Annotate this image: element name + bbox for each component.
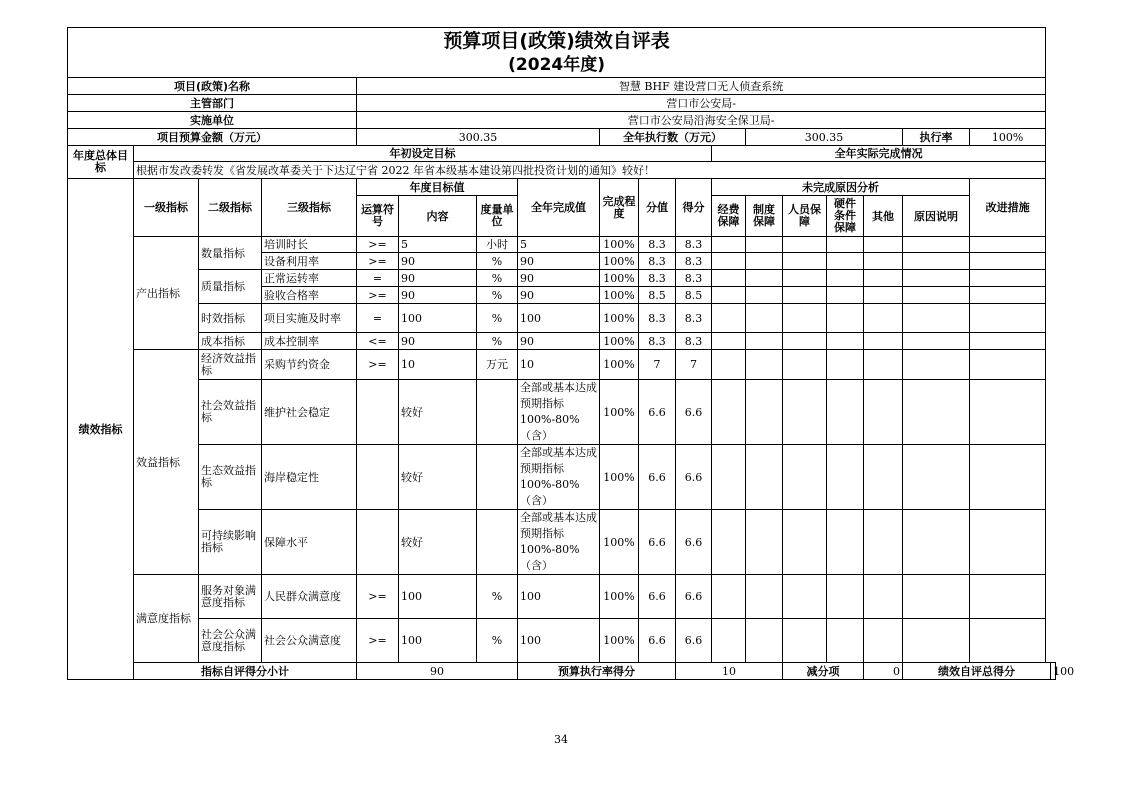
empty-cell xyxy=(712,253,746,270)
empty-cell xyxy=(864,287,903,304)
group-benefit: 效益指标 xyxy=(134,350,199,575)
empty-cell xyxy=(864,380,903,445)
indicator-operator: >= xyxy=(357,253,399,270)
indicator-name: 人民群众满意度 xyxy=(262,575,357,619)
empty-cell xyxy=(827,287,864,304)
indicator-content: 5 xyxy=(399,237,477,253)
empty-cell xyxy=(970,445,1046,510)
empty-cell xyxy=(746,304,783,333)
indicator-name: 保障水平 xyxy=(262,510,357,575)
dept-label: 主管部门 xyxy=(68,95,357,112)
indicator-name: 维护社会稳定 xyxy=(262,380,357,445)
indicator-unit: % xyxy=(477,287,518,304)
total-label: 绩效自评总得分 xyxy=(903,663,1051,680)
indicator-got: 6.6 xyxy=(676,380,712,445)
empty-cell xyxy=(746,619,783,663)
empty-cell xyxy=(783,333,827,350)
subgroup-quality: 质量指标 xyxy=(199,270,262,304)
subgroup-economic: 经济效益指标 xyxy=(199,350,262,380)
empty-cell xyxy=(864,304,903,333)
empty-cell xyxy=(903,304,970,333)
empty-cell xyxy=(827,253,864,270)
indicator-got: 8.3 xyxy=(676,270,712,287)
indicator-content: 100 xyxy=(399,575,477,619)
indicator-name: 项目实施及时率 xyxy=(262,304,357,333)
header-reason-hardware: 硬件条件保障 xyxy=(827,196,864,237)
header-reason-other: 其他 xyxy=(864,196,903,237)
goal-text: 根据市发改委转发《省发展改革委关于下达辽宁省 2022 年省本级基本建设第四批投资计划的通知》较好！ xyxy=(134,162,1046,179)
indicator-content: 90 xyxy=(399,333,477,350)
budget-rate-value: 10 xyxy=(676,663,783,680)
empty-cell xyxy=(827,237,864,253)
empty-cell xyxy=(827,304,864,333)
indicator-got: 6.6 xyxy=(676,445,712,510)
budget-label: 项目预算金额（万元） xyxy=(68,129,357,146)
indicator-got: 8.5 xyxy=(676,287,712,304)
subgroup-quantity: 数量指标 xyxy=(199,237,262,270)
exec-value: 300.35 xyxy=(746,129,903,146)
indicator-actual: 100 xyxy=(518,304,600,333)
table-row xyxy=(68,445,1056,510)
subgroup-ecological: 生态效益指标 xyxy=(199,445,262,510)
table-row xyxy=(68,270,1056,287)
empty-cell xyxy=(903,619,970,663)
header-level1: 一级指标 xyxy=(134,179,199,237)
empty-cell xyxy=(970,350,1046,380)
table-row xyxy=(68,237,1056,253)
empty-cell xyxy=(827,333,864,350)
table-row xyxy=(68,304,1056,333)
empty-cell xyxy=(827,510,864,575)
subgroup-service-object: 服务对象满意度指标 xyxy=(199,575,262,619)
page-number: 34 xyxy=(554,733,568,746)
header-level3: 三级指标 xyxy=(262,179,357,237)
empty-cell xyxy=(970,575,1046,619)
empty-cell xyxy=(864,333,903,350)
empty-cell xyxy=(903,237,970,253)
empty-cell xyxy=(903,510,970,575)
empty-cell xyxy=(970,287,1046,304)
indicator-operator: >= xyxy=(357,350,399,380)
indicator-content: 100 xyxy=(399,304,477,333)
budget-rate-label: 预算执行率得分 xyxy=(518,663,676,680)
empty-cell xyxy=(746,237,783,253)
empty-cell xyxy=(970,619,1046,663)
indicator-unit xyxy=(477,510,518,575)
indicator-unit: % xyxy=(477,619,518,663)
indicator-score: 8.3 xyxy=(639,304,676,333)
empty-cell xyxy=(712,287,746,304)
subgroup-public: 社会公众满意度指标 xyxy=(199,619,262,663)
performance-self-evaluation-table xyxy=(67,27,1075,680)
subtotal-value: 90 xyxy=(357,663,518,680)
empty-cell xyxy=(864,575,903,619)
indicator-name: 正常运转率 xyxy=(262,270,357,287)
empty-cell xyxy=(903,350,970,380)
unit: 营口市公安局沿海安全保卫局- xyxy=(357,112,1046,129)
indicator-rate: 100% xyxy=(600,253,639,270)
empty-cell xyxy=(864,350,903,380)
indicator-name: 采购节约资金 xyxy=(262,350,357,380)
empty-cell xyxy=(783,253,827,270)
empty-cell xyxy=(746,575,783,619)
indicator-operator: = xyxy=(357,270,399,287)
header-level2: 二级指标 xyxy=(199,179,262,237)
indicator-operator: >= xyxy=(357,619,399,663)
header-rate: 完成程度 xyxy=(600,179,639,237)
empty-cell xyxy=(746,253,783,270)
empty-cell xyxy=(903,575,970,619)
empty-cell xyxy=(712,350,746,380)
indicator-name: 社会公众满意度 xyxy=(262,619,357,663)
indicator-got: 6.6 xyxy=(676,575,712,619)
project-name: 智慧 BHF 建设营口无人侦查系统 xyxy=(357,78,1046,95)
subtotal-label: 指标自评得分小计 xyxy=(134,663,357,680)
indicator-score: 6.6 xyxy=(639,445,676,510)
empty-cell xyxy=(712,237,746,253)
project-name-label: 项目(政策)名称 xyxy=(68,78,357,95)
empty-cell xyxy=(864,237,903,253)
indicator-got: 8.3 xyxy=(676,253,712,270)
subgroup-sustainable: 可持续影响指标 xyxy=(199,510,262,575)
empty-cell xyxy=(746,333,783,350)
indicator-actual: 90 xyxy=(518,333,600,350)
group-satisfaction: 满意度指标 xyxy=(134,575,199,663)
empty-cell xyxy=(783,237,827,253)
indicator-operator: >= xyxy=(357,287,399,304)
indicator-unit: % xyxy=(477,304,518,333)
header-reason-explain: 原因说明 xyxy=(903,196,970,237)
indicator-operator: >= xyxy=(357,575,399,619)
indicator-unit xyxy=(477,445,518,510)
indicator-actual: 全部或基本达成预期指标100%-80%（含） xyxy=(518,380,600,445)
empty-cell xyxy=(783,304,827,333)
indicator-unit: % xyxy=(477,253,518,270)
indicator-content: 较好 xyxy=(399,380,477,445)
empty-cell xyxy=(864,619,903,663)
empty-cell xyxy=(712,575,746,619)
empty-cell xyxy=(827,445,864,510)
goal-label: 年度总体目标 xyxy=(68,146,134,179)
indicator-unit: % xyxy=(477,333,518,350)
empty-cell xyxy=(827,350,864,380)
indicator-actual: 90 xyxy=(518,287,600,304)
indicator-score: 6.6 xyxy=(639,575,676,619)
empty-cell xyxy=(970,304,1046,333)
indicator-rate: 100% xyxy=(600,380,639,445)
indicator-content: 较好 xyxy=(399,445,477,510)
empty-cell xyxy=(970,510,1046,575)
header-score: 分值 xyxy=(639,179,676,237)
subgroup-cost: 成本指标 xyxy=(199,333,262,350)
indicator-rate: 100% xyxy=(600,237,639,253)
empty-cell xyxy=(746,510,783,575)
indicator-rate: 100% xyxy=(600,619,639,663)
header-reason-staff: 人员保障 xyxy=(783,196,827,237)
indicator-content: 100 xyxy=(399,619,477,663)
indicator-score: 8.5 xyxy=(639,287,676,304)
header-got: 得分 xyxy=(676,179,712,237)
empty-cell xyxy=(783,510,827,575)
indicator-operator xyxy=(357,510,399,575)
empty-cell xyxy=(864,270,903,287)
indicator-actual: 100 xyxy=(518,619,600,663)
budget-value: 300.35 xyxy=(357,129,600,146)
indicator-operator xyxy=(357,380,399,445)
indicator-content: 90 xyxy=(399,287,477,304)
indicator-rate: 100% xyxy=(600,350,639,380)
empty-cell xyxy=(970,253,1046,270)
indicator-actual: 90 xyxy=(518,270,600,287)
subgroup-social: 社会效益指标 xyxy=(199,380,262,445)
indicator-score: 8.3 xyxy=(639,333,676,350)
empty-cell xyxy=(827,619,864,663)
indicator-unit: 小时 xyxy=(477,237,518,253)
empty-cell xyxy=(746,350,783,380)
empty-cell xyxy=(864,510,903,575)
indicator-unit: % xyxy=(477,270,518,287)
group-output: 产出指标 xyxy=(134,237,199,350)
indicator-score: 7 xyxy=(639,350,676,380)
header-content: 内容 xyxy=(399,196,477,237)
indicator-got: 8.3 xyxy=(676,237,712,253)
indicator-score: 8.3 xyxy=(639,270,676,287)
indicator-name: 设备利用率 xyxy=(262,253,357,270)
deduct-value: 0 xyxy=(864,663,903,680)
indicator-score: 6.6 xyxy=(639,380,676,445)
indicator-operator: = xyxy=(357,304,399,333)
indicator-name: 海岸稳定性 xyxy=(262,445,357,510)
header-reason-fund: 经费保障 xyxy=(712,196,746,237)
indicator-actual: 全部或基本达成预期指标100%-80%（含） xyxy=(518,510,600,575)
empty-cell xyxy=(783,445,827,510)
indicator-score: 8.3 xyxy=(639,253,676,270)
indicator-unit xyxy=(477,380,518,445)
indicator-rate: 100% xyxy=(600,287,639,304)
empty-cell xyxy=(712,270,746,287)
table-row xyxy=(68,350,1056,380)
indicator-content: 90 xyxy=(399,253,477,270)
empty-cell xyxy=(746,380,783,445)
empty-cell xyxy=(783,350,827,380)
indicator-name: 成本控制率 xyxy=(262,333,357,350)
indicator-got: 6.6 xyxy=(676,619,712,663)
indicator-actual: 5 xyxy=(518,237,600,253)
empty-cell xyxy=(864,253,903,270)
indicator-score: 6.6 xyxy=(639,619,676,663)
empty-cell xyxy=(903,287,970,304)
header-operator: 运算符号 xyxy=(357,196,399,237)
empty-cell xyxy=(783,287,827,304)
empty-cell xyxy=(712,333,746,350)
goal-actual-label: 全年实际完成情况 xyxy=(712,146,1046,162)
empty-cell xyxy=(746,445,783,510)
exec-label: 全年执行数（万元） xyxy=(600,129,746,146)
indicator-got: 7 xyxy=(676,350,712,380)
indicator-score: 8.3 xyxy=(639,237,676,253)
header-unit: 度量单位 xyxy=(477,196,518,237)
indicator-operator: <= xyxy=(357,333,399,350)
table-row xyxy=(68,575,1056,619)
empty-cell xyxy=(712,380,746,445)
indicator-operator xyxy=(357,445,399,510)
empty-cell xyxy=(746,270,783,287)
indicator-unit: % xyxy=(477,575,518,619)
empty-cell xyxy=(827,270,864,287)
empty-cell xyxy=(783,575,827,619)
empty-cell xyxy=(712,304,746,333)
empty-cell xyxy=(712,619,746,663)
indicator-content: 90 xyxy=(399,270,477,287)
empty-cell xyxy=(864,445,903,510)
empty-cell xyxy=(903,253,970,270)
empty-cell xyxy=(970,380,1046,445)
header-improve: 改进措施 xyxy=(970,179,1046,237)
empty-cell xyxy=(827,575,864,619)
indicator-operator: >= xyxy=(357,237,399,253)
goal-initial-label: 年初设定目标 xyxy=(134,146,712,162)
table-row xyxy=(68,510,1056,575)
empty-cell xyxy=(746,287,783,304)
empty-cell xyxy=(970,237,1046,253)
dept: 营口市公安局- xyxy=(357,95,1046,112)
header-reason: 未完成原因分析 xyxy=(712,179,970,196)
empty-cell xyxy=(903,380,970,445)
empty-cell xyxy=(712,445,746,510)
perf-label: 绩效指标 xyxy=(68,179,134,680)
indicator-got: 6.6 xyxy=(676,510,712,575)
indicator-rate: 100% xyxy=(600,510,639,575)
indicator-rate: 100% xyxy=(600,270,639,287)
indicator-name: 培训时长 xyxy=(262,237,357,253)
empty-cell xyxy=(903,333,970,350)
exec-rate-label: 执行率 xyxy=(903,129,970,146)
indicator-actual: 90 xyxy=(518,253,600,270)
subgroup-timeliness: 时效指标 xyxy=(199,304,262,333)
empty-cell xyxy=(783,270,827,287)
indicator-content: 10 xyxy=(399,350,477,380)
indicator-rate: 100% xyxy=(600,445,639,510)
indicator-name: 验收合格率 xyxy=(262,287,357,304)
unit-label: 实施单位 xyxy=(68,112,357,129)
indicator-rate: 100% xyxy=(600,304,639,333)
table-year: (2024年度) xyxy=(68,54,1046,78)
header-actual: 全年完成值 xyxy=(518,179,600,237)
empty-cell xyxy=(970,270,1046,287)
indicator-got: 8.3 xyxy=(676,333,712,350)
indicator-actual: 100 xyxy=(518,575,600,619)
exec-rate-value: 100% xyxy=(970,129,1046,146)
indicator-actual: 10 xyxy=(518,350,600,380)
indicator-got: 8.3 xyxy=(676,304,712,333)
empty-cell xyxy=(712,510,746,575)
table-row xyxy=(68,333,1056,350)
table-row xyxy=(68,380,1056,445)
empty-cell xyxy=(903,445,970,510)
indicator-content: 较好 xyxy=(399,510,477,575)
indicator-unit: 万元 xyxy=(477,350,518,380)
indicator-score: 6.6 xyxy=(639,510,676,575)
indicator-actual: 全部或基本达成预期指标100%-80%（含） xyxy=(518,445,600,510)
empty-cell xyxy=(903,270,970,287)
table-row xyxy=(68,619,1056,663)
total-value: 100 xyxy=(1051,663,1056,680)
empty-cell xyxy=(827,380,864,445)
indicator-rate: 100% xyxy=(600,575,639,619)
empty-cell xyxy=(783,380,827,445)
indicator-rate: 100% xyxy=(600,333,639,350)
table-title: 预算项目(政策)绩效自评表 xyxy=(68,28,1046,54)
header-reason-system: 制度保障 xyxy=(746,196,783,237)
empty-cell xyxy=(783,619,827,663)
header-annual-target: 年度目标值 xyxy=(357,179,518,196)
deduct-label: 减分项 xyxy=(783,663,864,680)
empty-cell xyxy=(970,333,1046,350)
